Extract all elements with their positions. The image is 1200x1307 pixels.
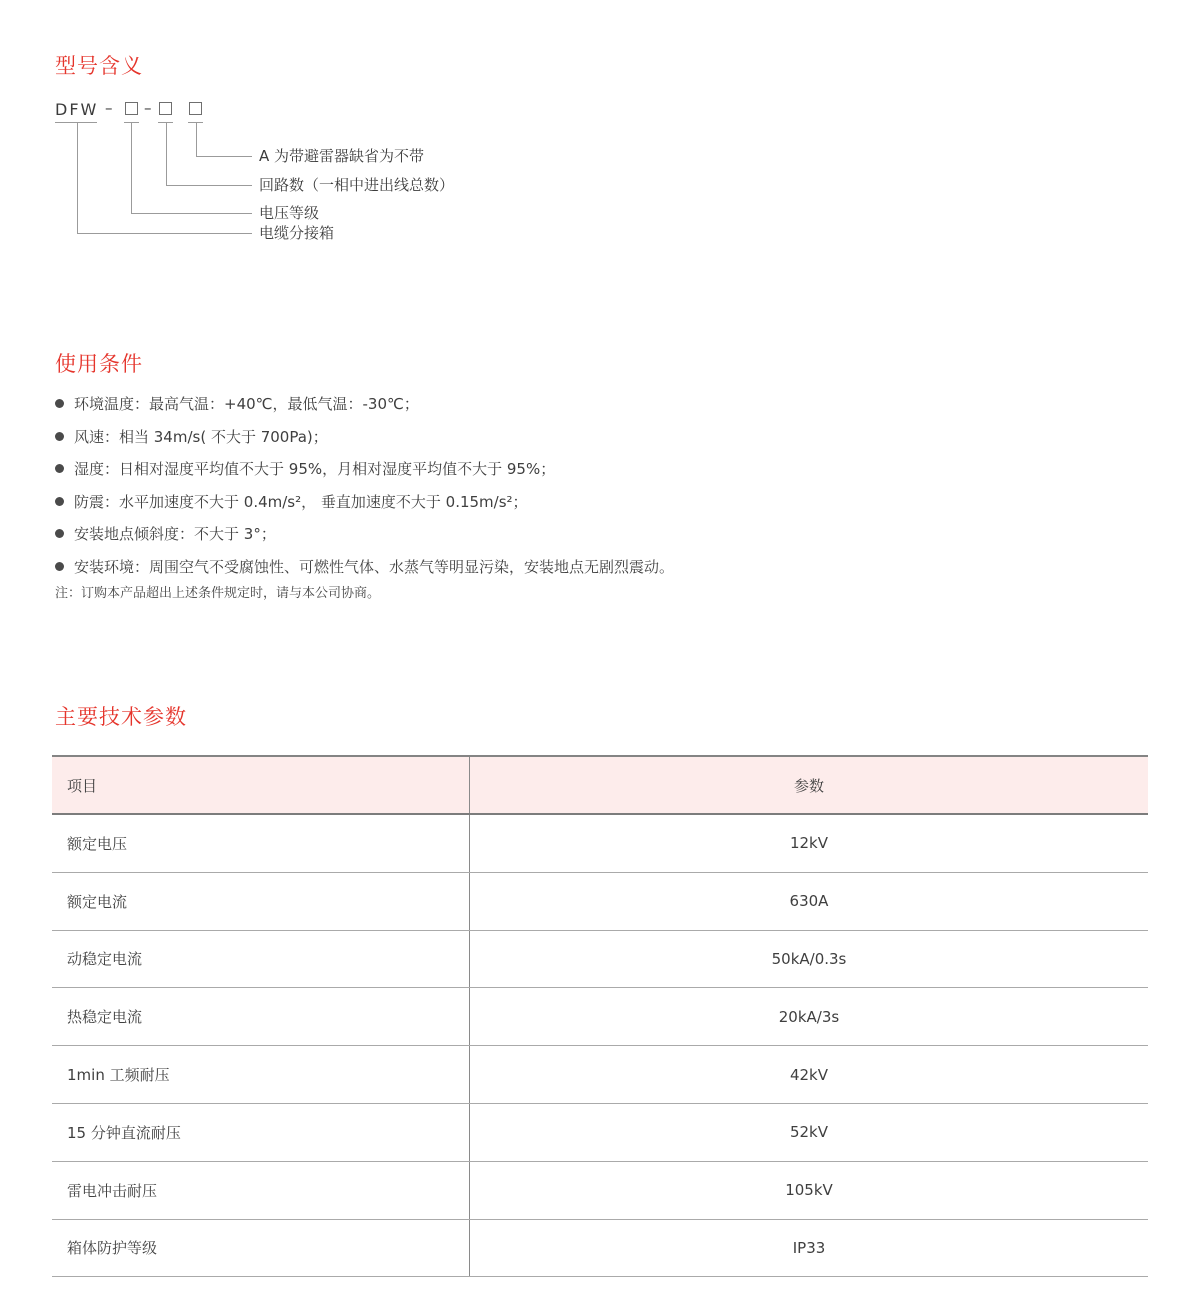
conditions-section-title: 使用条件 bbox=[55, 352, 143, 376]
header-cell-item: 项目 bbox=[52, 756, 470, 814]
param-value: 42kV bbox=[470, 1046, 1149, 1104]
param-name: 额定电流 bbox=[52, 872, 470, 930]
param-name: 额定电压 bbox=[52, 814, 470, 872]
condition-item bbox=[55, 421, 1155, 454]
conditions-list bbox=[55, 388, 1155, 583]
bullet-icon bbox=[55, 529, 64, 538]
table-row bbox=[52, 814, 1148, 872]
diagram-label-loops: 回路数（一相中进出线总数） bbox=[259, 176, 455, 194]
param-name: 1min 工频耐压 bbox=[52, 1046, 470, 1104]
param-name: 箱体防护等级 bbox=[52, 1219, 470, 1277]
model-section-title: 型号含义 bbox=[55, 54, 143, 78]
diagram-label-voltage: 电压等级 bbox=[259, 204, 320, 222]
param-name: 动稳定电流 bbox=[52, 930, 470, 988]
table-row bbox=[52, 988, 1148, 1046]
param-value: 52kV bbox=[470, 1103, 1149, 1161]
diagram-label-box: 电缆分接箱 bbox=[259, 224, 335, 242]
model-dash: – bbox=[105, 99, 113, 117]
conditions-note: 注：订购本产品超出上述条件规定时，请与本公司协商。 bbox=[55, 586, 381, 601]
param-value: 12kV bbox=[470, 814, 1149, 872]
model-box-voltage bbox=[125, 102, 138, 115]
condition-text: 风速：相当 34m/s( 不大于 700Pa)； bbox=[74, 427, 328, 446]
table-row bbox=[52, 1103, 1148, 1161]
table-row bbox=[52, 1161, 1148, 1219]
condition-text: 湿度：日相对湿度平均值不大于 95%，月相对湿度平均值不大于 95%； bbox=[74, 460, 556, 478]
model-box-loops bbox=[159, 102, 172, 115]
condition-text: 安装环境：周围空气不受腐蚀性、可燃性气体、水蒸气等明显污染，安装地点无剧烈震动。 bbox=[74, 557, 675, 576]
connector-line-box bbox=[77, 122, 252, 234]
param-value: IP33 bbox=[470, 1219, 1149, 1277]
condition-item bbox=[55, 518, 1155, 551]
condition-text: 防震：水平加速度不大于 0.4m/s²， 垂直加速度不大于 0.15m/s²； bbox=[74, 492, 528, 511]
bullet-icon bbox=[55, 562, 64, 571]
model-code-diagram bbox=[55, 100, 695, 260]
table-row bbox=[52, 1046, 1148, 1104]
param-name: 雷电冲击耐压 bbox=[52, 1161, 470, 1219]
condition-item bbox=[55, 551, 1155, 584]
bullet-icon bbox=[55, 432, 64, 441]
model-dash: – bbox=[144, 99, 152, 117]
param-value: 20kA/3s bbox=[470, 988, 1149, 1046]
parameters-table bbox=[52, 755, 1148, 1277]
table-header-row bbox=[52, 756, 1148, 814]
param-name: 15 分钟直流耐压 bbox=[52, 1103, 470, 1161]
params-section-title: 主要技术参数 bbox=[55, 705, 187, 729]
bullet-icon bbox=[55, 464, 64, 473]
condition-item bbox=[55, 486, 1155, 519]
diagram-label-arrester: A 为带避雷器缺省为不带 bbox=[259, 147, 425, 165]
param-value: 50kA/0.3s bbox=[470, 930, 1149, 988]
model-box-arrester bbox=[189, 102, 202, 115]
condition-item bbox=[55, 453, 1155, 486]
param-value: 630A bbox=[470, 872, 1149, 930]
condition-item bbox=[55, 388, 1155, 421]
param-value: 105kV bbox=[470, 1161, 1149, 1219]
model-prefix: DFW bbox=[55, 100, 99, 119]
param-name: 热稳定电流 bbox=[52, 988, 470, 1046]
header-cell-value: 参数 bbox=[470, 756, 1149, 814]
table-row bbox=[52, 930, 1148, 988]
table-row bbox=[52, 872, 1148, 930]
condition-text: 安装地点倾斜度：不大于 3°； bbox=[74, 525, 276, 543]
condition-text: 环境温度：最高气温：+40℃，最低气温：-30℃； bbox=[74, 395, 419, 413]
table-row bbox=[52, 1219, 1148, 1277]
bullet-icon bbox=[55, 399, 64, 408]
bullet-icon bbox=[55, 497, 64, 506]
